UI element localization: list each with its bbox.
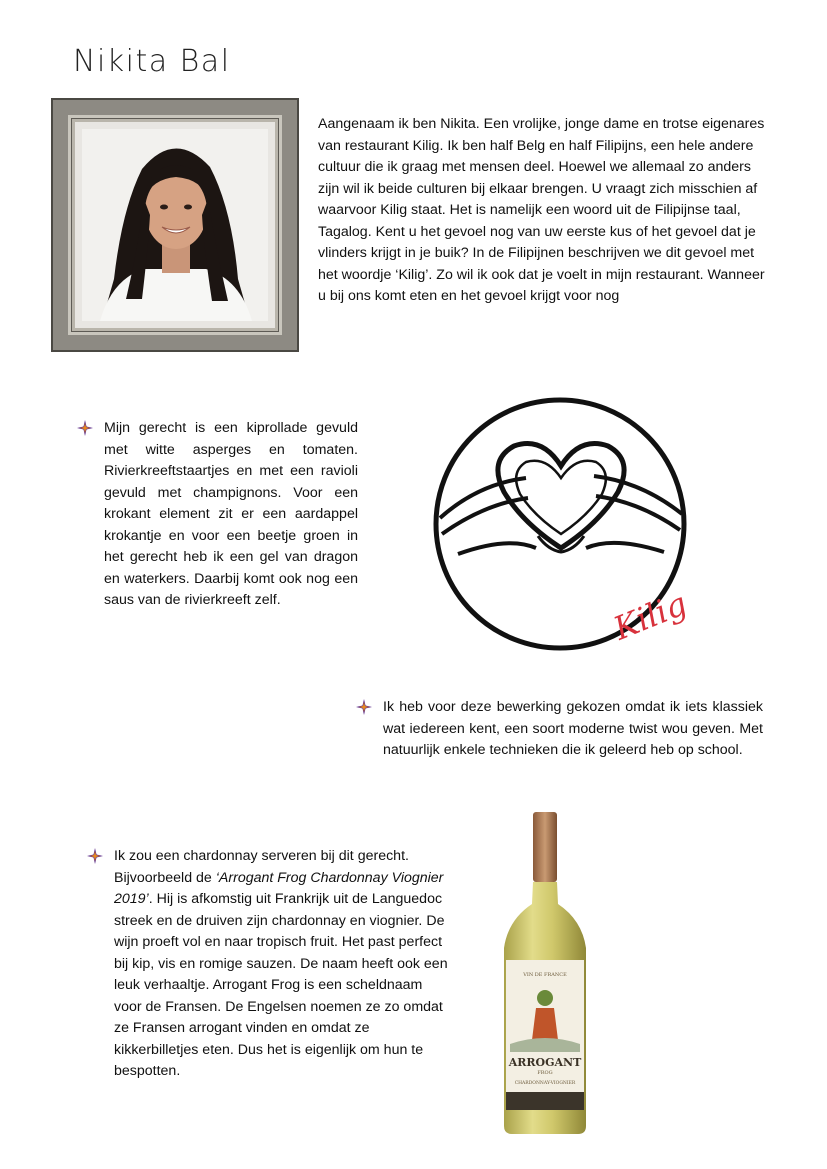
wine-name: ‘Arrogant Frog Chardonnay Viognier 2019’ bbox=[114, 869, 444, 907]
heart-hands-logo bbox=[418, 386, 714, 672]
dish-bullet bbox=[76, 418, 358, 612]
bullet-star-icon bbox=[76, 419, 94, 437]
bottle-variety: CHARDONNAY-VIOGNIER bbox=[514, 1081, 576, 1086]
portrait-photo bbox=[82, 129, 268, 321]
portrait-frame bbox=[53, 100, 297, 350]
page-title: Nikita Bal bbox=[73, 44, 231, 79]
intro-paragraph: Aangenaam ik ben Nikita. Een vrolijke, jonge dame en trotse eigenares van restaurant Kilig. Ik ben half Belg en half Filipijns, een hele andere cultuur die ik graag met mensen deel. Hoewel we allemaal zo anders zijn wil ik beide culturen bij elkaar brengen. U vraagt zich misschien af waarvoor Kilig staat. Het is namelijk een woord uit de Filipijnse taal, Tagalog. Kent u het gevoel nog van uw eerste kus of het gevoel dat je vlinders krijgt in je buik? In de Filipijnen beschrijven we dit gevoel met het woordje ‘Kilig’. Zo wil ik ook dat je voelt in mijn restaurant. Wanneer u bij ons komt eten en het gevoel krijgt voor nog bbox=[318, 116, 765, 304]
choice-text: Ik heb voor deze bewerking gekozen omdat ik iets klassiek wat iedereen kent, een soort moderne twist wou geven. Met natuurlijk enkele technieken die ik geleerd heb op school. bbox=[383, 699, 763, 758]
bottle-brand: ARROGANT bbox=[508, 1056, 582, 1069]
choice-bullet bbox=[355, 697, 763, 762]
wine-text bbox=[114, 846, 448, 1083]
wine-text-before: Ik zou een chardonnay serveren bij dit gerecht. Bijvoorbeeld de bbox=[114, 848, 409, 886]
wine-text-after: . Hij is afkomstig uit Frankrijk uit de Languedoc streek en de druiven zijn chardonnay en viognier. De wijn proeft vol en naar tropisch fruit. Het past perfect bij kip, vis en romige sauzen. De naam heeft ook een leuk verhaaltje. Arrogant Frog is een scheldnaam voor de Fransen. De Engelsen noemen ze zo omdat ze Fransen arrogant vinden en omdat ze kikkerbilletjes eten. Dus het is eigenlijk om hun te bespotten. bbox=[114, 891, 448, 1079]
bullet-star-icon bbox=[355, 698, 373, 716]
dish-text: Mijn gerecht is een kiprollade gevuld met witte asperges en tomaten. Rivierkreeftstaartjes en met een ravioli gevuld met champignons. Voor een krokant element zit er een aardappel krokantje en voor een beetje groen in het gerecht heb ik een gel van dragon en waterkers. Daarbij komt ook nog een saus van de rivierkreeft zelf. bbox=[104, 420, 358, 608]
bullet-star-icon bbox=[86, 847, 104, 865]
bottle-sub: FROG bbox=[537, 1070, 553, 1076]
wine-bullet bbox=[86, 846, 448, 1083]
logo-script-text: Kilig bbox=[608, 584, 693, 648]
bottle-origin: VIN DE FRANCE bbox=[523, 972, 567, 978]
wine-bottle-image bbox=[496, 808, 594, 1138]
